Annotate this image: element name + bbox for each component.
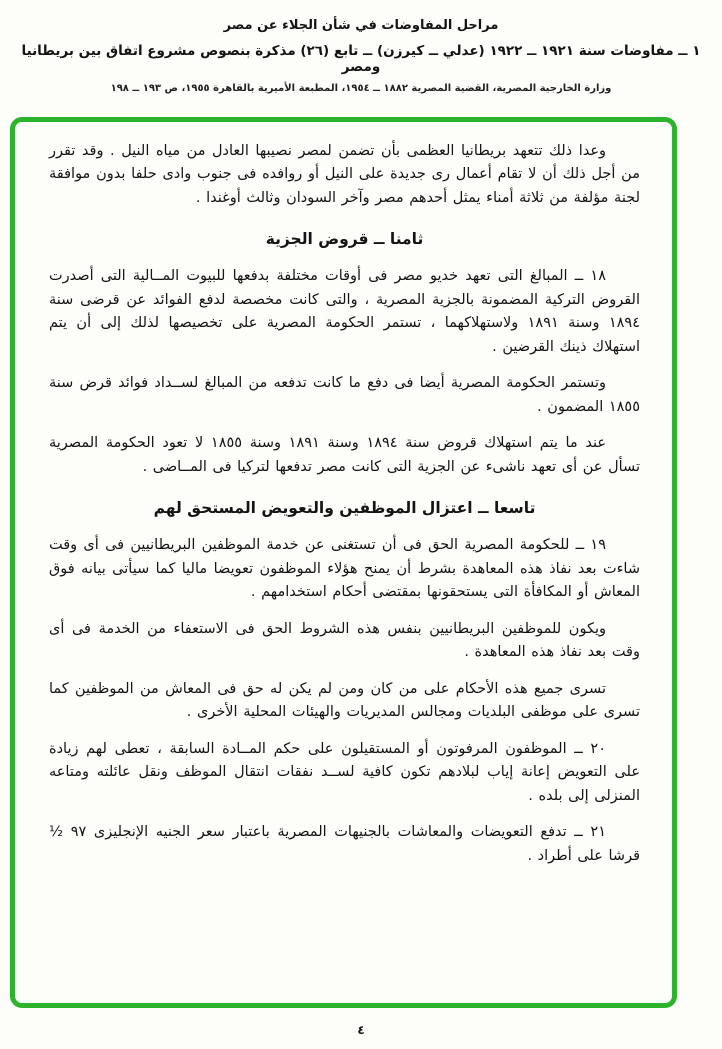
document-source-citation: وزارة الخارجية المصرية، القضية المصرية ١٨٨٢ ــ ١٩٥٤، المطبعة الأميرية بالقاهرة ١٩٥٥، ص ١٩٣ ــ ١٩٨ <box>110 83 612 94</box>
paragraph-20-repatriation-allowance: ٢٠ ــ الموظفون المرفوتون أو المستقيلون على حكم المــادة السابقة ، تعطى لهم زيادة على التعويض إعانة إياب لبلادهم تكون كافية لســد نفقات انتقال الموظف ونقل عائلته ومتاعه المنزلى إلى بلده . <box>49 740 640 804</box>
paragraph-british-officials-resignation-right: ويكون للموظفين البريطانيين بنفس هذه الشروط الحق فى الاستعفاء من الخدمة فى أى وقت بعد نفاذ هذه المعاهدة . <box>49 620 640 661</box>
section-heading-ninth-employees-retirement: تاسعا ــ اعتزال الموظفين والتعويض المستحق لهم <box>153 499 536 518</box>
paragraph-nile-water-guarantee: وعدا ذلك تتعهد بريطانيا العظمى بأن تضمن لمصر نصيبها العادل من مياه النيل . وقد تقرر من أجل ذلك أن لا تقام أعمال رى جديدة على النيل أو روافده فى جنوب وادى حلفا بدون موافقة لجنة مؤلفة من ثلاثة أمناء يمثل أحدهم مصر وآخر السودان وثالث أوغندا . <box>49 143 640 206</box>
paragraph-loans-amortization-release: عند ما يتم استهلاك قروض سنة ١٨٩٤ وسنة ١٨٩١ وسنة ١٨٥٥ لا تعود الحكومة المصرية تسأل عن أى تعهد ناشىء عن الجزية التى كانت مصر تدفعها لتركيا فى المــاضى . <box>49 435 640 475</box>
paragraph-loan-1855-interest: وتستمر الحكومة المصرية أيضا فى دفع ما كانت تدفعه من المبالغ لســداد فوائد قرض سنة ١٨٥٥ المضمون . <box>49 375 640 415</box>
section-heading-eighth-tribute-loans: ثامنا ــ قروض الجزية <box>265 230 424 249</box>
paragraph-19-british-officials-dismissal: ١٩ ــ للحكومة المصرية الحق فى أن تستغنى عن خدمة الموظفين البريطانيين فى أى وقت شاءت بعد نفاذ هذه المعاهدة بشرط أن يمنح هؤلاء الموظفون تعويضا ماليا كما سيأتى بيانه فوق المعاش أو المكافأة التى يستحقونها بمقتضى أحكام استخدامهم . <box>49 537 640 601</box>
page-number: ٤ <box>357 1023 365 1037</box>
document-subtitle: ١ ــ مفاوضات سنة ١٩٢١ ــ ١٩٢٢ (عدلي ــ كيرزن) ــ تابع (٢٦) مذكرة بنصوص مشروع اتفاق بين بريطانيا ومصر <box>21 43 701 75</box>
document-header <box>0 0 722 94</box>
paragraph-21-compensation-currency-rate: ٢١ ــ تدفع التعويضات والمعاشات بالجنيهات المصرية باعتبار سعر الجنيه الإنجليزى ٩٧ ½ قرشا على أطراد . <box>49 824 640 864</box>
paragraph-provisions-scope-municipal-employees: تسرى جميع هذه الأحكام على من كان ومن لم يكن له حق فى المعاش من الموظفين كما تسرى على موظفى البلديات ومجالس المديريات والهيئات المحلية الأخرى . <box>49 680 640 721</box>
paragraph-18-tribute-loan-payments: ١٨ ــ المبالغ التى تعهد خديو مصر فى أوقات مختلفة بدفعها للبيوت المــالية التى أصدرت القروض التركية المضمونة بالجزية المصرية ، والتى كانت مخصصة لدفع الفوائد عن قرضى سنة ١٨٩٤ وسنة ١٨٩١ ولاستهلاكهما ، تستمر الحكومة المصرية على تخصيصها لذلك إلى أن يتم استهلاك ذينك القرضين . <box>49 268 640 355</box>
document-title: مراحل المفاوضات في شأن الجلاء عن مصر <box>223 18 499 33</box>
content-frame <box>10 117 677 1008</box>
